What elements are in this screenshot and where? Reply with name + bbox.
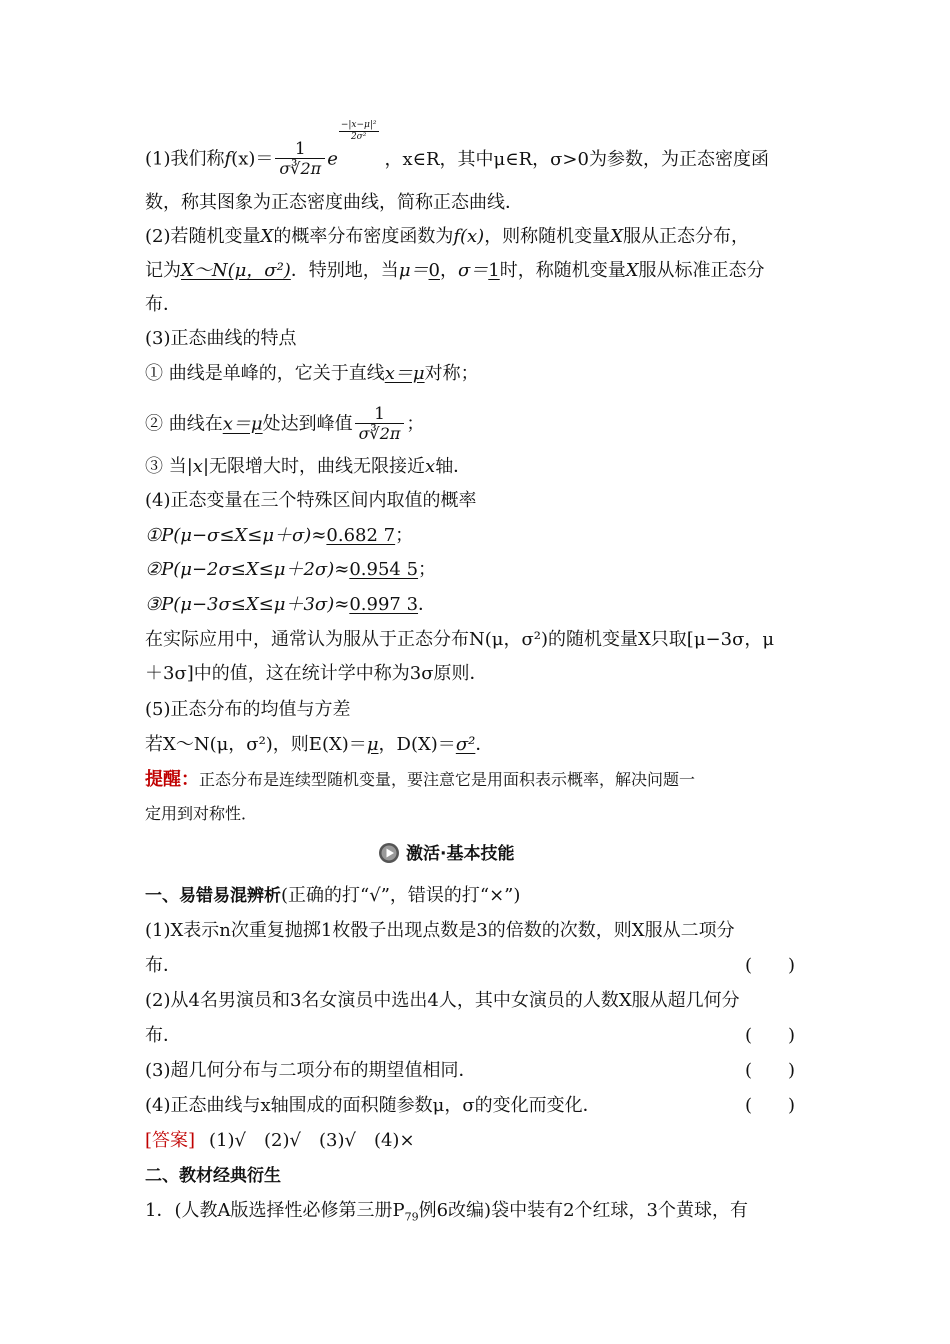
- text: 例6改编)袋中装有2个红球，3个黄球，有: [418, 1200, 748, 1221]
- prob-value: 0.997 3: [349, 594, 419, 615]
- section-title: 激活·基本技能: [406, 844, 515, 864]
- text: ① 曲线是单峰的，它关于直线: [145, 363, 385, 384]
- text: ，: [439, 260, 458, 281]
- var-x: x: [192, 456, 203, 477]
- part1-heading: [145, 883, 520, 909]
- text: ；: [406, 413, 425, 435]
- text: |无限增大时，曲线无限接近: [202, 456, 426, 477]
- mean-value: μ: [366, 734, 379, 755]
- text: 处达到峰值: [262, 413, 353, 435]
- question-1-line-2: 布．: [145, 955, 181, 976]
- text: ．特别地，当: [290, 260, 399, 281]
- function-arg: (x): [231, 148, 256, 170]
- text: 轴．: [435, 456, 472, 477]
- variance-value: σ²: [455, 734, 476, 755]
- three-sigma-note-2: ＋3σ]中的值，这在统计学中称为3σ原则．: [145, 663, 488, 684]
- play-circle-icon: [378, 842, 400, 864]
- page-subscript: 79: [404, 1210, 419, 1224]
- text: ，D(X)＝: [378, 734, 456, 755]
- text: 记为: [145, 260, 181, 281]
- question-1-line-1: (1)X表示n次重复抛掷1枚骰子出现点数是3的倍数的次数，则X服从二项分: [145, 920, 735, 941]
- peak-fraction: [355, 405, 405, 444]
- density-definition-line: [145, 120, 769, 179]
- text: (2)若随机变量: [145, 226, 261, 247]
- question-2-line-1: (2)从4名男演员和3名女演员中选出4人，其中女演员的人数X服从超几何分: [145, 990, 740, 1011]
- part2-question-1: [145, 1198, 748, 1224]
- normal-dist-line-3: 布．: [145, 294, 181, 315]
- text: ．: [475, 734, 494, 755]
- answer-bracket[interactable]: ( ): [745, 1060, 796, 1081]
- tip-line-2: 定用到对称性．: [145, 804, 258, 823]
- dist-notation: X～N(μ，σ²): [181, 260, 291, 281]
- mu-label: μ＝: [398, 260, 429, 281]
- answer-bracket[interactable]: ( ): [745, 1095, 796, 1116]
- var-x: x: [425, 456, 436, 477]
- part2-title: 二、教材经典衍生: [145, 1166, 281, 1186]
- part1-note: (正确的打“√”，错误的打“×”): [281, 885, 521, 906]
- text: 若X～N(μ，σ²)，则E(X)＝: [145, 734, 367, 755]
- tip-line-1: [145, 767, 695, 793]
- feature-item-1: [145, 361, 479, 387]
- mu-value: 0: [428, 260, 440, 281]
- fraction-numerator: 1: [374, 404, 385, 424]
- answer-line: [145, 1128, 415, 1154]
- text: ；: [418, 559, 437, 580]
- interval-prob-title: (4)正态变量在三个特殊区间内取值的概率: [145, 490, 477, 511]
- text: 时，称随机变量: [499, 260, 626, 281]
- tip-label: 提醒：: [145, 769, 199, 790]
- tip-text: 正态分布是连续型随机变量，要注意它是用面积表示概率，解决问题一: [199, 770, 696, 789]
- text: ② 曲线在: [145, 413, 223, 435]
- normal-dist-line-1: [145, 224, 749, 250]
- text: ；: [395, 525, 414, 546]
- answer-bracket[interactable]: ( ): [745, 1025, 796, 1046]
- text: 1．(人教A版选择性必修第三册P: [145, 1200, 405, 1221]
- var-x: X: [625, 260, 639, 281]
- feature-item-2: [145, 405, 424, 444]
- exponent-fraction: [339, 120, 379, 143]
- prob-item-2: [145, 557, 436, 583]
- answer-text: (1)√ (2)√ (3)√ (4)×: [209, 1130, 415, 1151]
- part1-title: 一、易错易混辨析: [145, 886, 281, 906]
- question-4: (4)正态曲线与x轴围成的面积随参数μ，σ的变化而变化．: [145, 1095, 601, 1116]
- exponent-numerator: −|x−μ|²: [340, 120, 377, 130]
- mean-variance-line: [145, 732, 493, 758]
- text: ，则称随机变量: [484, 226, 611, 247]
- fraction-denominator: σ∛2π: [275, 158, 325, 179]
- text: ．: [418, 594, 437, 615]
- euler-e: e: [327, 148, 338, 170]
- density-definition-line-2: 数，称其图象为正态密度曲线，简称正态曲线．: [145, 192, 523, 213]
- prob-item-1: [145, 523, 413, 549]
- prob-value: 0.682 7: [326, 525, 396, 546]
- answer-label: [答案]: [145, 1130, 196, 1151]
- function-name: f: [224, 148, 232, 170]
- text: ③ 当|: [145, 456, 193, 477]
- symmetry-axis: x＝μ: [384, 363, 425, 384]
- text: 的概率分布密度函数为: [273, 226, 454, 247]
- three-sigma-note-1: 在实际应用中，通常认为服从于正态分布N(μ，σ²)的随机变量X只取[μ−3σ，μ: [145, 629, 775, 650]
- fraction-numerator: 1: [294, 139, 306, 159]
- text: 对称；: [424, 363, 479, 384]
- var-x: X: [610, 226, 624, 247]
- prob-item-3: [145, 592, 436, 618]
- sigma-value: 1: [488, 260, 500, 281]
- text: ，x∈R，其中μ∈R，σ>0为参数，为正态密度函: [384, 148, 769, 170]
- prob-value: 0.954 5: [349, 559, 419, 580]
- text: 服从正态分布，: [623, 226, 750, 247]
- equals-sign: ＝: [255, 148, 274, 170]
- sigma-label: σ＝: [457, 260, 489, 281]
- var-x: X: [260, 226, 274, 247]
- answer-bracket[interactable]: ( ): [745, 955, 796, 976]
- prob-expression: ①P(μ−σ≤X≤μ＋σ)≈: [145, 525, 327, 546]
- prob-expression: ②P(μ−2σ≤X≤μ＋2σ)≈: [145, 559, 350, 580]
- question-2-line-2: 布．: [145, 1025, 181, 1046]
- curve-features-title: (3)正态曲线的特点: [145, 328, 297, 349]
- feature-item-3: [145, 454, 471, 480]
- text: (1)我们称: [145, 148, 225, 170]
- mean-variance-title: (5)正态分布的均值与方差: [145, 699, 351, 720]
- fraction-denominator: σ∛2π: [355, 423, 405, 444]
- prob-expression: ③P(μ−3σ≤X≤μ＋3σ)≈: [145, 594, 350, 615]
- text: 服从标准正态分: [638, 260, 765, 281]
- exponent-denominator: 2σ²: [339, 131, 379, 143]
- normal-dist-line-2: [145, 258, 765, 284]
- function-fx: f(x): [453, 226, 485, 247]
- section-header: [378, 841, 514, 867]
- density-fraction: [275, 140, 325, 179]
- peak-position: x＝μ: [222, 413, 263, 435]
- question-3: (3)超几何分布与二项分布的期望值相同．: [145, 1060, 477, 1081]
